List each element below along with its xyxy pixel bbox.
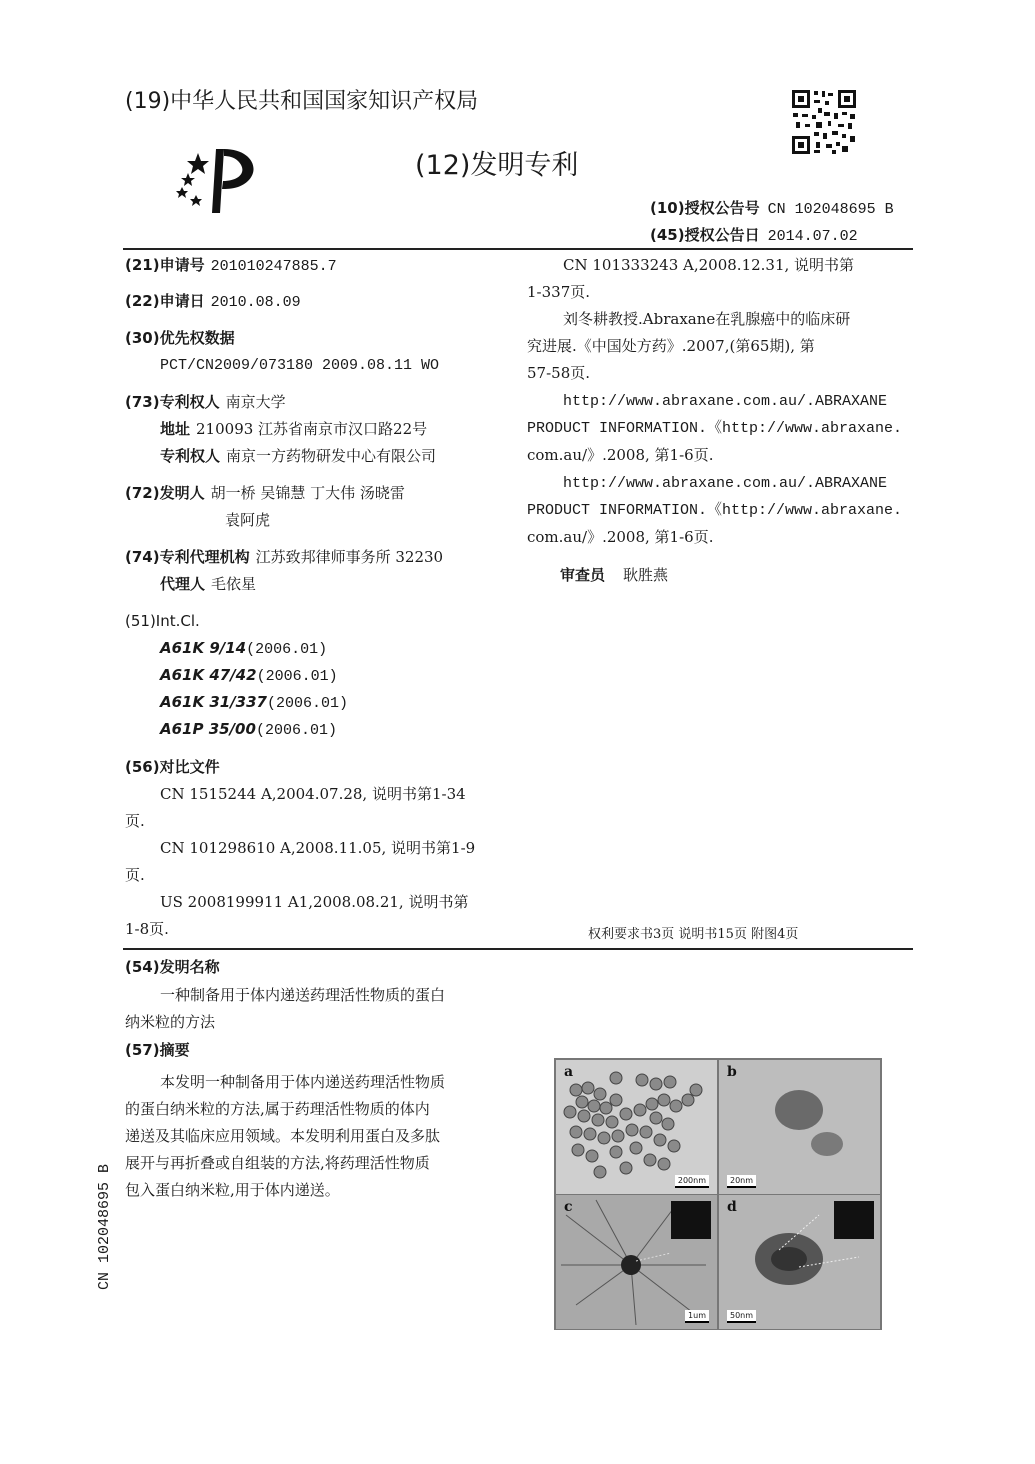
cnipa-logo [168,143,268,215]
agent: 毛依星 [211,575,257,593]
figure-panel-b [719,1060,880,1194]
application-number: 201010247885.7 [210,258,337,275]
diffraction-inset [834,1201,874,1239]
reference-line: 页. [125,812,145,830]
reference-line: CN 1515244 A,2004.07.28, 说明书第1-34 [160,785,466,803]
abstract-line: 展开与再折叠或自组装的方法,将药理活性物质 [125,1154,430,1172]
inventors-label: (72)发明人 [125,484,205,502]
reference-line: CN 101298610 A,2008.11.05, 说明书第1-9 [160,839,476,857]
scale-bar: 1um [685,1310,709,1323]
figure-panel-c [556,1195,717,1329]
ipc-version: (2006.01) [267,695,349,712]
agency-row [125,544,443,571]
panel-label: b [727,1064,737,1080]
ipc-row [160,635,327,663]
address-row [160,416,427,443]
reference-line: PRODUCT INFORMATION.《http://www.abraxane. [527,502,903,519]
page-count-info: 权利要求书3页 说明书15页 附图4页 [588,927,799,942]
intcl-label: (51)Int.Cl. [125,612,200,630]
side-publication-number: CN 102048695 B [96,1163,113,1290]
title-label [125,954,220,981]
figure-panel-d [719,1195,880,1329]
patentee: 南京大学 [225,393,286,411]
qr-code [790,88,858,156]
patentee2: 南京一方药物研发中心有限公司 [226,447,437,465]
abstract-line: 包入蛋白纳米粒,用于体内递送。 [125,1181,340,1199]
publication-number-row [650,197,894,218]
abstract-line: 递送及其临床应用领域。本发明利用蛋白及多肽 [125,1127,441,1145]
middle-divider [123,948,913,950]
ipc-code: A61P 35/00 [160,720,256,738]
publication-number: CN 102048695 B [767,201,894,218]
agency-label: (74)专利代理机构 [125,548,250,566]
publication-date-label: (45)授权公告日 [650,226,760,244]
patentee-row [125,389,286,416]
address: 210093 江苏省南京市汉口路22号 [196,420,428,438]
inventors-row [125,480,405,507]
inventors-line-2: 袁阿虎 [225,511,271,529]
publication-date: 2014.07.02 [767,228,858,245]
application-number-row [125,252,337,280]
scale-bar: 20nm [727,1175,756,1188]
abstract-line: 本发明一种制备用于体内递送药理活性物质 [160,1073,446,1091]
reference-line: com.au/》.2008, 第1-6页. [527,528,714,546]
reference-line: com.au/》.2008, 第1-6页. [527,446,714,464]
panel-label: d [727,1199,737,1215]
agency: 江苏致邦律师事务所 32230 [255,548,444,566]
ipc-version: (2006.01) [246,641,328,658]
title-heading: (54)发明名称 [125,958,220,976]
ipc-version: (2006.01) [256,668,338,685]
publication-number-label: (10)授权公告号 [650,199,760,217]
panel-label: c [564,1199,573,1215]
agent-label: 代理人 [160,575,206,593]
application-date-label: (22)申请日 [125,292,205,310]
inventors-line-1: 胡一桥 吴锦慧 丁大伟 汤晓雷 [210,484,405,502]
priority-heading: (30)优先权数据 [125,329,235,347]
patentee-label: (73)专利权人 [125,393,220,411]
examiner: 耿胜燕 [623,566,669,584]
ipc-code: A61K 9/14 [160,639,247,657]
reference-line: 刘冬耕教授.Abraxane在乳腺癌中的临床研 [563,310,851,328]
diffraction-inset [671,1201,711,1239]
abstract-label [125,1037,190,1064]
reference-line: http://www.abraxane.com.au/.ABRAXANE [563,393,888,410]
abstract-heading: (57)摘要 [125,1041,190,1059]
patentee2-label: 专利权人 [160,447,221,465]
priority-data: PCT/CN2009/073180 2009.08.11 WO [160,357,440,374]
particle-image [719,1060,880,1194]
examiner-row [560,562,668,589]
invention-title-line: 纳米粒的方法 [125,1013,216,1031]
ipc-row [160,716,337,744]
examiner-label: 审查员 [560,566,606,584]
panel-label: a [564,1064,574,1080]
patentee2-row [160,443,436,470]
abstract-figure [554,1058,882,1330]
nanoparticle-image [556,1060,717,1194]
document-type: (12)发明专利 [415,150,579,181]
invention-title-line: 一种制备用于体内递送药理活性物质的蛋白 [160,986,446,1004]
figure-panel-a [556,1060,717,1194]
ipc-code: A61K 31/337 [160,693,267,711]
reference-line: http://www.abraxane.com.au/.ABRAXANE [563,475,888,492]
abstract-line: 的蛋白纳米粒的方法,属于药理活性物质的体内 [125,1100,430,1118]
priority-label [125,325,235,352]
reference-line: 1-337页. [527,283,591,301]
ipc-row [160,689,348,717]
references-heading: (56)对比文件 [125,758,220,776]
reference-line: CN 101333243 A,2008.12.31, 说明书第 [563,256,855,274]
scale-bar: 50nm [727,1310,756,1323]
application-number-label: (21)申请号 [125,256,205,274]
scale-bar: 200nm [675,1175,709,1188]
references-label [125,754,220,781]
address-label: 地址 [160,420,191,438]
reference-line: 页. [125,866,145,884]
reference-line: PRODUCT INFORMATION.《http://www.abraxane. [527,420,903,437]
reference-line: 究进展.《中国处方药》.2007,(第65期), 第 [527,337,815,355]
reference-line: US 2008199911 A1,2008.08.21, 说明书第 [160,893,469,911]
application-date-row [125,288,301,316]
ipc-code: A61K 47/42 [160,666,257,684]
office-name: (19)中华人民共和国国家知识产权局 [125,89,479,114]
ipc-row [160,662,338,690]
publication-date-row [650,224,858,245]
agent-row [160,571,256,598]
top-divider [123,248,913,250]
reference-line: 1-8页. [125,920,169,938]
reference-line: 57-58页. [527,364,591,382]
application-date: 2010.08.09 [210,294,301,311]
ipc-version: (2006.01) [255,722,337,739]
